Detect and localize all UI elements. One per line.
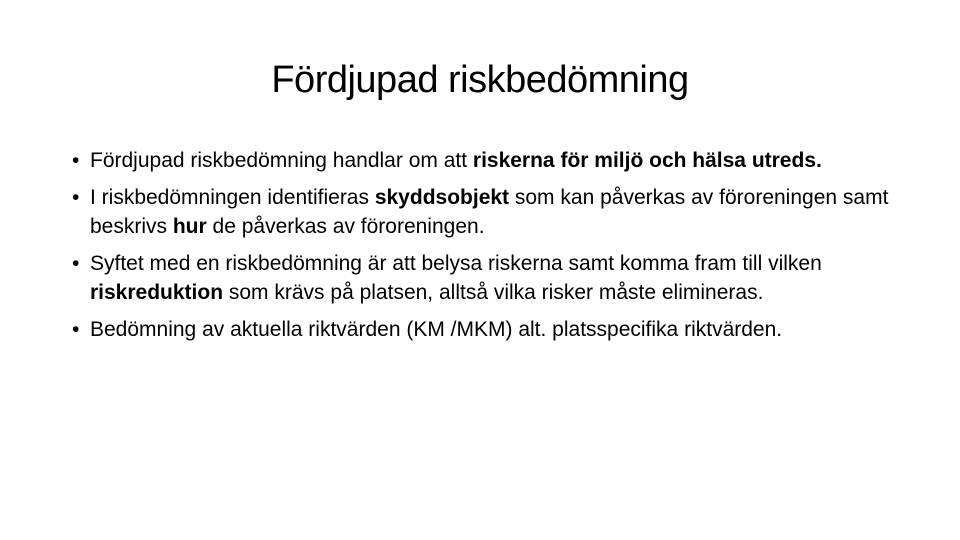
bullet-icon: • xyxy=(72,318,80,341)
bullet-text-part: de påverkas av föroreningen. xyxy=(206,215,485,238)
bullet-text-bold: skyddsobjekt xyxy=(374,186,510,209)
bullet-text-bold: riskreduktion xyxy=(90,281,224,304)
bullet-item xyxy=(72,249,902,307)
bullet-item xyxy=(72,315,902,344)
bullet-text-part: Syftet med en riskbedömning är att belysa riskerna samt komma fram till vilken xyxy=(90,252,822,275)
bullet-text-bold: riskerna för miljö och hälsa utreds. xyxy=(472,149,822,172)
bullet-text-bold: hur xyxy=(172,215,207,238)
bullet-text-part: I riskbedömningen identifieras xyxy=(90,186,375,209)
slide-title: Fördjupad riskbedömning xyxy=(271,59,689,101)
bullet-text-part: som kan påverkas av föroreningen samt beskrivs xyxy=(90,186,889,238)
bullet-text-part: Bedömning av aktuella riktvärden (KM /MKM) alt. platsspecifika riktvärden. xyxy=(90,318,783,341)
bullet-list xyxy=(72,146,902,352)
bullet-text-part: Fördjupad riskbedömning handlar om att xyxy=(90,149,473,172)
bullet-icon: • xyxy=(72,252,80,275)
bullet-text-part: som krävs på platsen, alltså vilka risker måste elimineras. xyxy=(223,281,764,304)
bullet-item xyxy=(72,146,902,175)
bullet-icon: • xyxy=(72,186,80,209)
bullet-icon: • xyxy=(72,149,80,172)
bullet-item xyxy=(72,183,902,241)
